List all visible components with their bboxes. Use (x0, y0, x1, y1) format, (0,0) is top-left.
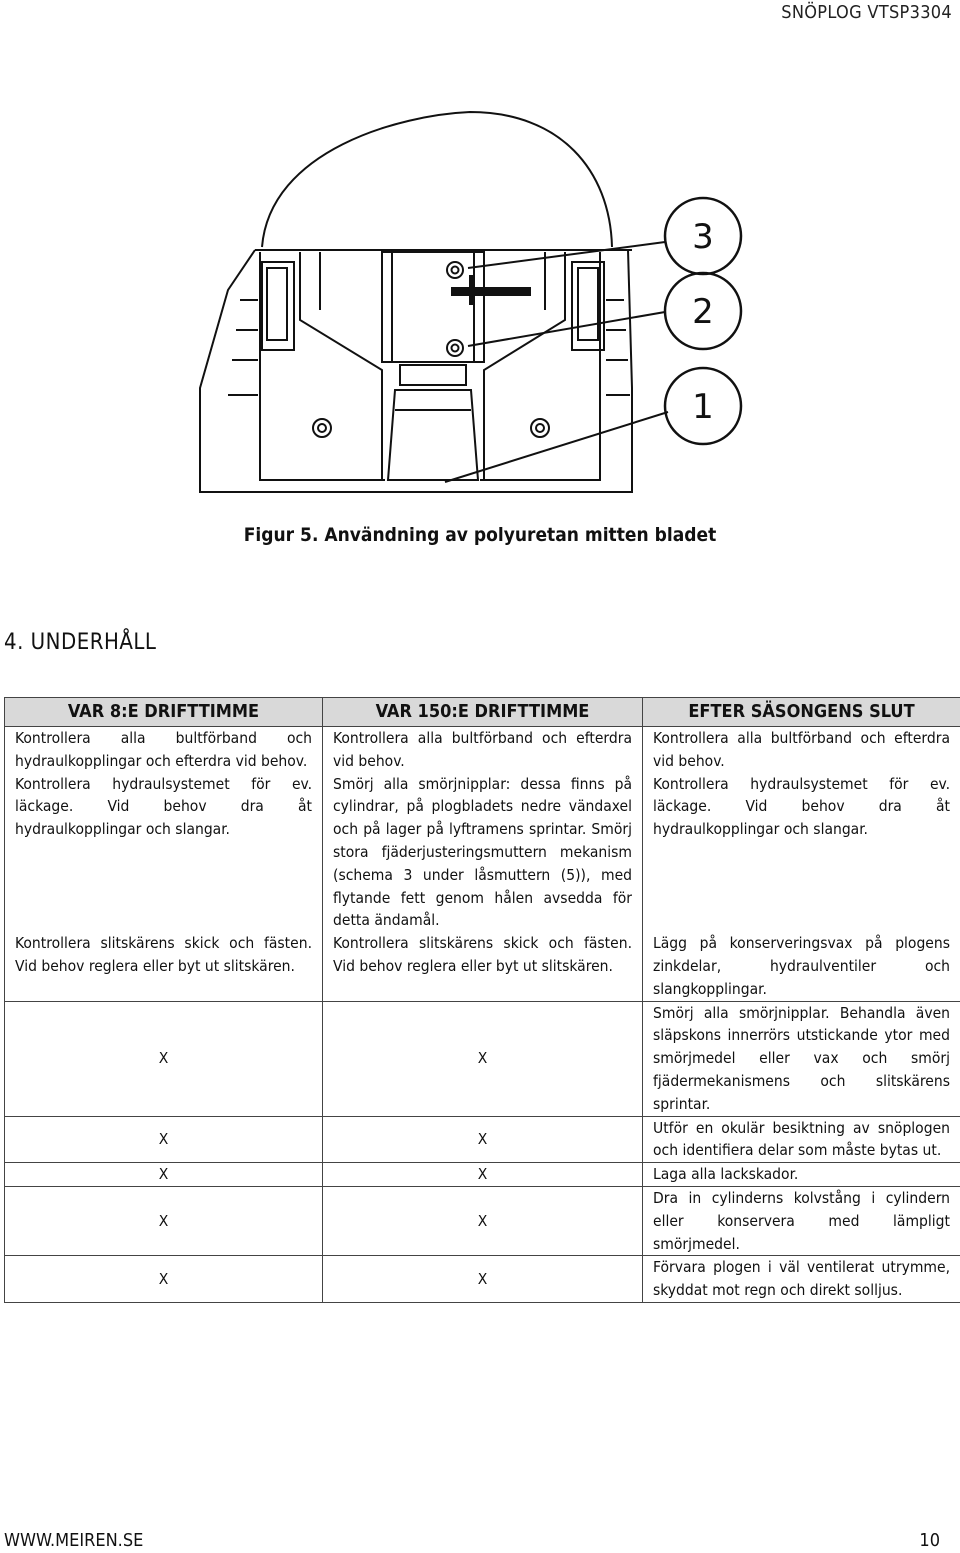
table-cell: X (323, 1116, 643, 1163)
column-header: EFTER SÄSONGENS SLUT (643, 698, 960, 727)
document-title: SNÖPLOG VTSP3304 (781, 2, 952, 23)
table-cell: Utför en okulär besiktning av snöplogen och identifiera delar som måste bytas ut. (643, 1116, 960, 1163)
table-cell: Laga alla lackskador. (643, 1163, 960, 1187)
table-row (5, 1256, 960, 1303)
section-title: 4. UNDERHÅLL (4, 630, 157, 655)
table-cell: X (5, 1186, 323, 1255)
table-cell: X (323, 1163, 643, 1187)
table-cell: Kontrollera slitskärens skick och fästen. Vid behov reglera eller byt ut slitskären. (323, 932, 643, 1001)
table-cell: Kontrollera hydraulsystemet för ev. läckage. Vid behov dra åt hydraulkopplingar och slangar. (5, 773, 323, 933)
table-header-row (5, 698, 960, 727)
table-row (5, 1001, 960, 1116)
table-cell: X (5, 1163, 323, 1187)
table-cell: Dra in cylinderns kolvstång i cylindern eller konservera med lämpligt smörjmedel. (643, 1186, 960, 1255)
table-cell: Smörj alla smörjnipplar. Behandla även släpskons innerrörs utstickande ytor med smörjmedel eller vax och smörj fjädermekanismens och slitskärens sprintar. (643, 1001, 960, 1116)
table-row (5, 727, 960, 773)
table-cell: X (5, 1256, 323, 1303)
table-cell: X (323, 1001, 643, 1116)
table-cell: X (5, 1001, 323, 1116)
table-row (5, 1163, 960, 1187)
callout-label: 2 (692, 292, 714, 332)
page-number: 10 (919, 1530, 940, 1551)
callout-label: 1 (692, 387, 714, 427)
table-cell: Kontrollera alla bultförband och efterdra vid behov. (643, 727, 960, 773)
table-row (5, 932, 960, 1001)
table-cell: Lägg på konserveringsvax på plogens zinkdelar, hydraulventiler och slangkopplingar. (643, 932, 960, 1001)
figure-caption: Figur 5. Användning av polyuretan mitten bladet (243, 524, 717, 546)
maintenance-table (4, 697, 960, 1303)
table-cell: Smörj alla smörjnipplar: dessa finns på cylindrar, på plogbladets nedre vändaxel och på lager på lyftramens sprintar. Smörj stora fjäderjusteringsmuttern mekanism (schema 3 under låsmuttern (5)), med flytande fett genom hålen avsedda för detta ändamål. (323, 773, 643, 933)
snowplow-blade-drawing (0, 0, 960, 500)
table-cell: Kontrollera slitskärens skick och fästen. Vid behov reglera eller byt ut slitskären. (5, 932, 323, 1001)
table-row (5, 1186, 960, 1255)
table-row (5, 773, 960, 933)
table-cell: Kontrollera alla bultförband och hydraulkopplingar och efterdra vid behov. (5, 727, 323, 773)
table-cell: X (323, 1256, 643, 1303)
table-cell: X (5, 1116, 323, 1163)
column-header: VAR 8:E DRIFTTIMME (5, 698, 323, 727)
callout-label: 3 (692, 217, 714, 257)
column-header: VAR 150:E DRIFTTIMME (323, 698, 643, 727)
table-cell: X (323, 1186, 643, 1255)
table-cell: Förvara plogen i väl ventilerat utrymme, skyddat mot regn och direkt solljus. (643, 1256, 960, 1303)
table-cell: Kontrollera hydraulsystemet för ev. läckage. Vid behov dra åt hydraulkopplingar och slangar. (643, 773, 960, 933)
table-row (5, 1116, 960, 1163)
table-cell: Kontrollera alla bultförband och efterdra vid behov. (323, 727, 643, 773)
footer-website: WWW.MEIREN.SE (4, 1530, 144, 1551)
